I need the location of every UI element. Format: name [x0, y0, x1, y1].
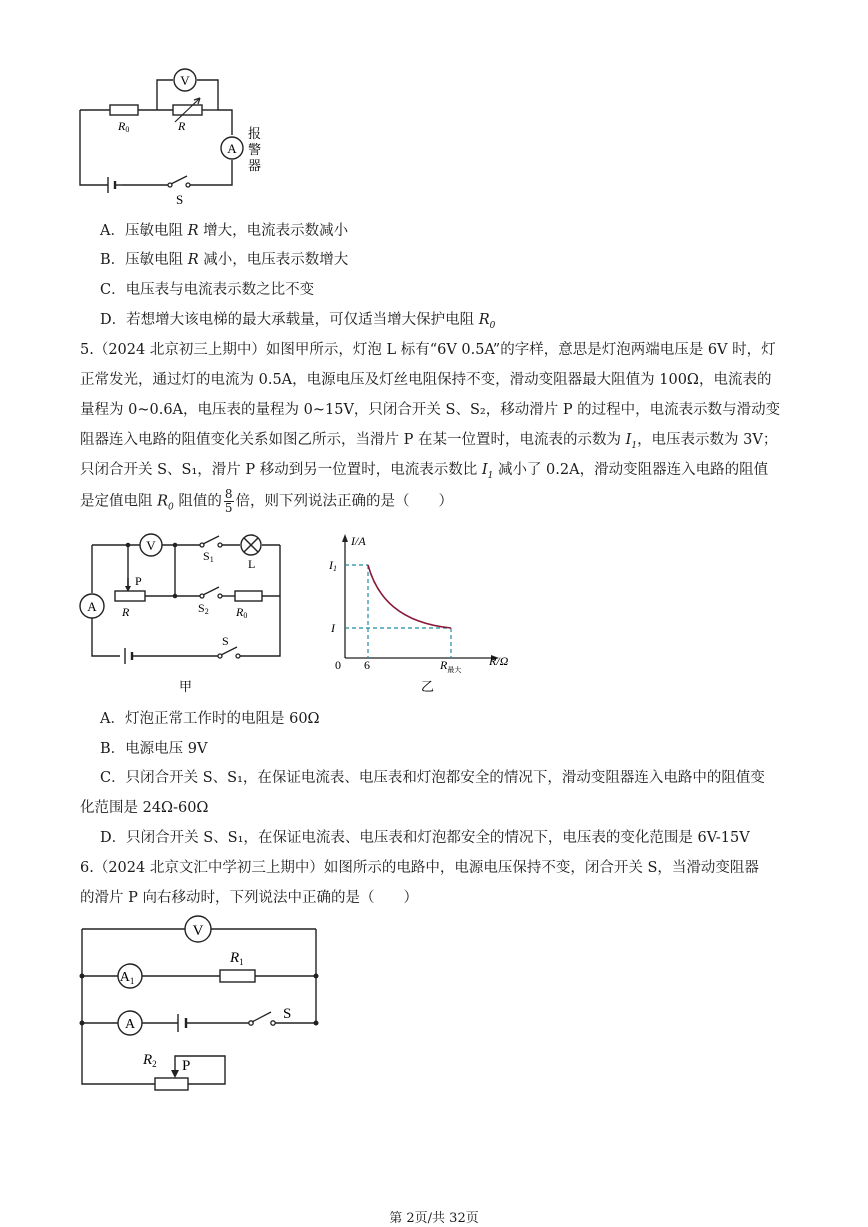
- svg-text:I1: I1: [329, 558, 337, 573]
- svg-text:R0: R0: [236, 605, 248, 620]
- q4-option-b: B．压敏电阻 R 减小，电压表示数增大: [100, 252, 349, 268]
- svg-text:A: A: [87, 599, 97, 614]
- svg-text:R/Ω: R/Ω: [489, 654, 509, 668]
- switch-s: [249, 1012, 275, 1025]
- svg-text:R: R: [122, 605, 130, 619]
- rheostat-r: [115, 591, 145, 601]
- lamp-l: [241, 535, 261, 555]
- page-footer: 第 2页/共 32页: [389, 1211, 479, 1226]
- svg-text:S: S: [222, 634, 229, 648]
- svg-text:V: V: [146, 538, 156, 553]
- svg-text:A: A: [227, 141, 237, 156]
- alarm-label: [248, 126, 261, 173]
- resistor-r1: [220, 970, 255, 982]
- svg-text:警: 警: [248, 142, 262, 157]
- svg-text:报: 报: [248, 126, 262, 141]
- q5-line-5: 只闭合开关 S、S₁，滑片 P 移动到另一位置时，电流表示数比 $I_1$ 减小了 0.2A，滑动变阻器连入电路的阻值: [80, 462, 769, 481]
- circuit-diagram-elevator: [70, 60, 280, 210]
- current-curve: [368, 565, 451, 628]
- switch-s2: [200, 587, 222, 598]
- svg-text:V: V: [180, 73, 190, 88]
- resistor-r0: [235, 591, 262, 601]
- svg-text:A1: $A_1$: [119, 970, 135, 986]
- svg-text:P: P: [135, 574, 142, 588]
- resistor-r0: [110, 105, 138, 115]
- svg-text:I/A: I/A: [351, 534, 366, 548]
- svg-text:R最大: $R_{最大}$: [440, 658, 462, 674]
- switch-s: [218, 647, 240, 658]
- switch-s1: [200, 536, 222, 547]
- caption-jia: 甲: [179, 679, 193, 694]
- svg-text:A: A: [124, 1017, 136, 1032]
- rheostat-r2: [155, 1078, 188, 1090]
- svg-text:R2: $R_2$: [143, 1052, 157, 1069]
- switch-s: [168, 176, 190, 187]
- dashed-guides: [345, 565, 451, 658]
- svg-text:I: I: [331, 621, 335, 635]
- svg-text:S: S: [176, 192, 184, 207]
- circuit-diagram-q6: [70, 912, 335, 1092]
- q5-line-4: 阻器连入电路的阻值变化关系如图乙所示，当滑片 P 在某一位置时，电流表的示数为 $I_1$，电压表示数为 3V；: [80, 432, 778, 451]
- battery: [178, 1014, 186, 1032]
- svg-text:0: 0: [335, 658, 341, 672]
- q5-option-c: C．只闭合开关 S、S₁，在保证电流表、电压表和灯泡都安全的情况下，滑动变阻器连入电路中的阻值变: [100, 770, 765, 786]
- q5-line-6: 是定值电阻 $R_0$ 阻值的 $\frac{8}{5}$ 倍，则下列说法正确的是（ ）: [80, 487, 454, 515]
- q5-option-a: A．灯泡正常工作时的电阻是 60Ω: [100, 711, 320, 727]
- svg-text:S2: S2: [198, 601, 209, 616]
- circuit-diagram-jia: [70, 528, 310, 698]
- q4-option-d: D．若想增大该电梯的最大承载量，可仅适当增大保护电阻 $R_0$: [100, 312, 496, 331]
- svg-text:6: 6: [364, 658, 370, 672]
- svg-text:R: R: [178, 119, 186, 133]
- svg-text:R0: R0: [118, 119, 130, 134]
- fraction-8-5: $\frac{8}{5}$: [224, 487, 233, 515]
- svg-text:R1: $R_1$: [230, 950, 244, 967]
- svg-text:P: P: [182, 1058, 191, 1074]
- battery: [108, 177, 122, 193]
- q4-option-c: C．电压表与电流表示数之比不变: [100, 282, 315, 298]
- caption-yi: 乙: [421, 679, 435, 694]
- q5-option-d: D．只闭合开关 S、S₁，在保证电流表、电压表和灯泡都安全的情况下，电压表的变化范围是 6V-15V: [100, 830, 750, 846]
- q5-line-3: 量程为 0~0.6A，电压表的量程为 0~15V，只闭合开关 S、S₂，移动滑片 P 的过程中，电流表示数与滑动变: [80, 402, 781, 418]
- battery: [125, 648, 132, 664]
- q6-line-1: 6.（2024 北京文汇中学初三上期中）如图所示的电路中，电源电压保持不变，闭合开关 S，当滑动变阻器: [80, 860, 759, 876]
- q5-line-1: 5.（2024 北京初三上期中）如图甲所示，灯泡 L 标有“6V 0.5A”的字样，意思是灯泡两端电压是 6V 时，灯: [80, 342, 776, 358]
- svg-text:S1: S1: [203, 549, 214, 564]
- q4-option-a: A．压敏电阻 R 增大，电流表示数减小: [100, 223, 349, 239]
- q5-option-b: B．电源电压 9V: [100, 741, 208, 757]
- q5-line-2: 正常发光，通过灯的电流为 0.5A，电源电压及灯丝电阻保持不变，滑动变阻器最大阻值为 100Ω，电流表的: [80, 372, 772, 388]
- q5-option-c-cont: 化范围是 24Ω-60Ω: [80, 800, 209, 816]
- graph-yi: [325, 528, 525, 698]
- svg-text:L: L: [248, 557, 256, 571]
- svg-text:V: V: [192, 923, 204, 939]
- q6-line-2: 的滑片 P 向右移动时，下列说法中正确的是（ ）: [80, 890, 418, 906]
- svg-text:S: S: [283, 1006, 292, 1022]
- svg-text:器: 器: [248, 158, 262, 173]
